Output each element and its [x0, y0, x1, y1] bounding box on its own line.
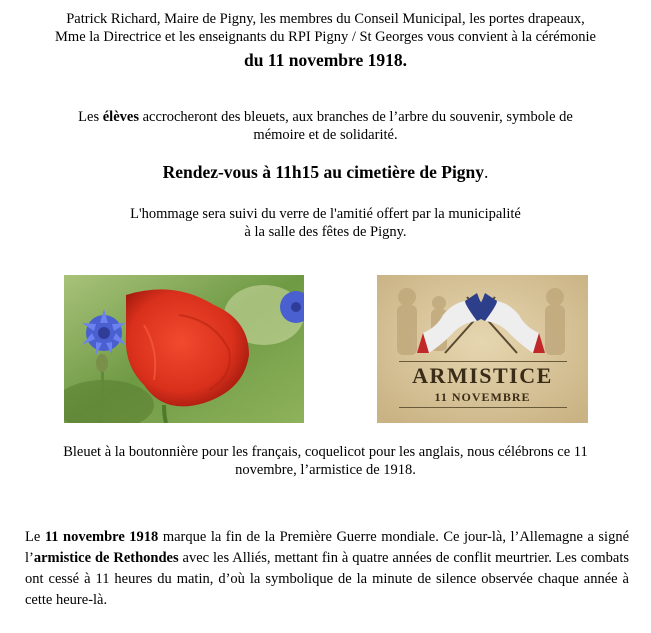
- armistice-illustration: [377, 275, 588, 423]
- date-bold: 11 novembre 1918: [44, 529, 159, 545]
- rethondes-bold: armistice de Rethondes: [33, 550, 179, 566]
- intro-line-1: Patrick Richard, Maire de Pigny, les membres du Conseil Municipal, les portes drapeaux,: [66, 11, 585, 27]
- history-paragraph: Le 11 novembre 1918 marque la fin de la Première Guerre mondiale. Ce jour-là, l’Allemagne a signé l’armistice de Rethondes avec les Alliés, mettant fin à quatre années de conflit meurtrier. Les combats ont cessé à 11 heures du matin, d’où la symbolique de la minute de silence observée chaque année à cette heure-là.: [25, 529, 630, 608]
- poppy-cornflower-image: [64, 275, 304, 423]
- hommage-text: L'hommage sera suivi du verre de l'amitié offert par la municipalité à la salle des fêtes de Pigny.: [130, 206, 521, 240]
- intro-text: [0, 10, 651, 46]
- armistice-title: ARMISTICE: [412, 363, 553, 388]
- rendezvous-text: Rendez-vous à 11h15 au cimetière de Pigny.: [162, 162, 489, 182]
- eleves-bold: élèves: [102, 109, 139, 125]
- poppy-cornflower-illustration: [64, 275, 304, 423]
- armistice-image: [377, 275, 588, 423]
- intro-line-2: Mme la Directrice et les enseignants du RPI Pigny / St Georges vous convient à la cérémonie: [55, 29, 596, 45]
- bleuets-text: Les élèves accrocheront des bleuets, aux branches de l’arbre du souvenir, symbole de mémoire et de solidarité.: [78, 109, 573, 143]
- caption-text: Bleuet à la boutonnière pour les français, coquelicot pour les anglais, nous célébrons ce 11 novembre, l’armistice de 1918.: [63, 444, 588, 478]
- rendezvous-bold: Rendez-vous à 11h15 au cimetière de Pigny: [162, 162, 485, 182]
- armistice-subtitle: 11 NOVEMBRE: [434, 390, 531, 404]
- ceremony-date: du 11 novembre 1918.: [243, 50, 408, 70]
